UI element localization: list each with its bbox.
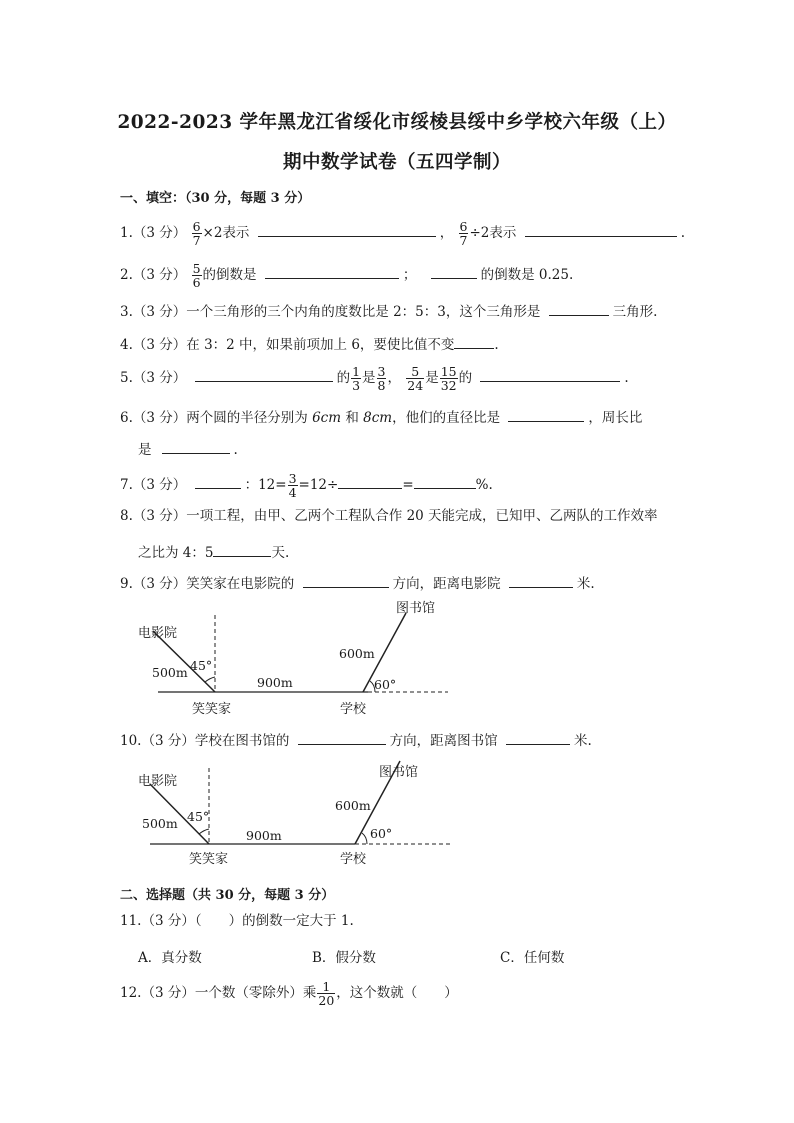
question-score: （3 分） — [132, 508, 187, 524]
question-score: （3 分） — [132, 225, 187, 242]
question-5: 5.（3 分） 的 $\frac{1}{3}$ 是 $\frac{3}{8}$ ， $\frac{5}{24}$ 是 $\frac{15}{32}$ 的 . — [120, 364, 629, 394]
question-number: 11. — [120, 913, 142, 929]
answer-blank[interactable] — [298, 731, 386, 745]
answer-blank[interactable] — [195, 368, 333, 382]
question-score: （3 分） — [141, 913, 195, 929]
question-score: （3 分） — [132, 477, 187, 494]
question-score: （3 分） — [132, 267, 187, 284]
fraction: $\frac{3}{4}$ — [288, 471, 297, 501]
fraction: $\frac{6}{7}$ — [459, 219, 468, 249]
question-9: 9.（3 分）笑笑家在电影院的 方向，距离电影院 米. — [120, 576, 595, 592]
map-diagram-1 — [130, 595, 460, 725]
question-4: 4.（3 分）在 3：2 中，如果前项加上 6，要使比值不变 . — [120, 337, 499, 353]
fraction: $\frac{6}{7}$ — [192, 219, 201, 249]
school-label: 学校 — [340, 852, 367, 867]
question-number: 3. — [120, 304, 133, 320]
question-number: 10. — [120, 733, 142, 749]
question-score: （3 分） — [132, 576, 187, 592]
distance-label: 500m — [142, 816, 178, 831]
question-3: 3.（3 分）一个三角形的三个内角的度数比是 2：5：3，这个三角形是 三角形. — [120, 304, 658, 320]
answer-blank[interactable] — [338, 475, 402, 489]
question-number: 1. — [120, 225, 133, 242]
option-b[interactable]: B．假分数 — [312, 950, 376, 966]
fraction: $\frac{5}{24}$ — [407, 364, 424, 394]
question-number: 12. — [120, 985, 142, 1002]
map-diagram-2 — [130, 758, 460, 878]
fraction: $\frac{1}{20}$ — [318, 979, 335, 1009]
distance-label: 900m — [257, 675, 293, 690]
answer-blank[interactable] — [414, 475, 476, 489]
angle-arc — [199, 829, 209, 834]
option-a[interactable]: A．真分数 — [138, 950, 202, 966]
question-score: （3 分） — [132, 304, 187, 320]
answer-blank[interactable] — [213, 543, 271, 557]
answer-blank[interactable] — [431, 265, 477, 279]
answer-blank[interactable] — [258, 223, 436, 237]
question-score: （3 分） — [141, 985, 195, 1002]
question-number: 4. — [120, 337, 133, 353]
cinema-label: 电影院 — [138, 626, 178, 641]
distance-label: 900m — [246, 828, 282, 843]
question-6-line2: 是 . — [138, 442, 238, 458]
angle-arc — [205, 677, 215, 682]
exam-title-line1: 2022-2023 学年黑龙江省绥化市绥棱县绥中乡学校六年级（上） — [117, 112, 677, 133]
fraction: $\frac{1}{3}$ — [352, 364, 361, 394]
question-11: 11.（3 分）（ ）的倒数一定大于 1. — [120, 913, 354, 929]
answer-blank[interactable] — [506, 731, 570, 745]
distance-label: 500m — [152, 665, 188, 680]
answer-blank[interactable] — [509, 574, 573, 588]
question-number: 2. — [120, 267, 133, 284]
section-choice-heading: 二、选择题（共 30 分，每题 3 分） — [120, 888, 335, 903]
question-8: 8.（3 分）一项工程，由甲、乙两个工程队合作 20 天能完成，已知甲、乙两队的工作效率 — [120, 508, 658, 524]
question-number: 7. — [120, 477, 133, 494]
school-label: 学校 — [340, 702, 367, 717]
question-1: 1.（3 分） $\frac{6}{7}$ ×2表示 ， $\frac{6}{7}$ ÷2表示 . — [120, 219, 685, 249]
home-label: 笑笑家 — [189, 852, 229, 867]
library-label: 图书馆 — [379, 765, 419, 780]
angle-arc — [362, 833, 367, 844]
answer-blank[interactable] — [265, 265, 399, 279]
angle-label: 60° — [374, 677, 397, 692]
question-10: 10.（3 分）学校在图书馆的 方向，距离图书馆 米. — [120, 733, 592, 749]
question-number: 6. — [120, 410, 133, 426]
angle-label: 45° — [187, 809, 210, 824]
question-8-line2: 之比为 4：5 天. — [138, 545, 290, 561]
question-2: 2.（3 分） $\frac{5}{6}$ 的倒数是 ； 的倒数是 0.25. — [120, 261, 574, 291]
question-number: 9. — [120, 576, 133, 592]
answer-blank[interactable] — [454, 335, 494, 349]
question-score: （3 分） — [141, 733, 195, 749]
section-fill-in-heading: 一、填空：（30 分，每题 3 分） — [120, 191, 311, 206]
home-label: 笑笑家 — [192, 702, 232, 717]
question-score: （3 分） — [132, 370, 187, 387]
question-number: 5. — [120, 370, 133, 387]
answer-blank[interactable] — [162, 440, 230, 454]
answer-blank[interactable] — [508, 408, 584, 422]
answer-blank[interactable] — [303, 574, 389, 588]
answer-blank[interactable] — [549, 302, 609, 316]
angle-label: 45° — [190, 658, 213, 673]
question-7: 7.（3 分） ：12= $\frac{3}{4}$ =12÷ = %. — [120, 471, 493, 501]
option-c[interactable]: C．任何数 — [500, 950, 565, 966]
exam-title-line2: 期中数学试卷（五四学制） — [282, 152, 511, 173]
angle-label: 60° — [370, 826, 393, 841]
library-label: 图书馆 — [396, 601, 436, 616]
question-number: 8. — [120, 508, 133, 524]
distance-label: 600m — [339, 646, 375, 661]
answer-blank[interactable] — [525, 223, 677, 237]
fraction: $\frac{15}{32}$ — [440, 364, 457, 394]
question-score: （3 分） — [132, 410, 187, 426]
distance-label: 600m — [335, 798, 371, 813]
cinema-label: 电影院 — [138, 774, 178, 789]
fraction: $\frac{3}{8}$ — [377, 364, 386, 394]
answer-blank[interactable] — [480, 368, 620, 382]
fraction: $\frac{5}{6}$ — [192, 261, 201, 291]
question-score: （3 分） — [132, 337, 187, 353]
answer-blank[interactable] — [195, 475, 241, 489]
question-12: 12.（3 分）一个数（零除外）乘 $\frac{1}{20}$ ，这个数就（ ） — [120, 979, 458, 1009]
question-6: 6.（3 分）两个圆的半径分别为 6cm 和 8cm，他们的直径比是 ，周长比 — [120, 410, 643, 426]
